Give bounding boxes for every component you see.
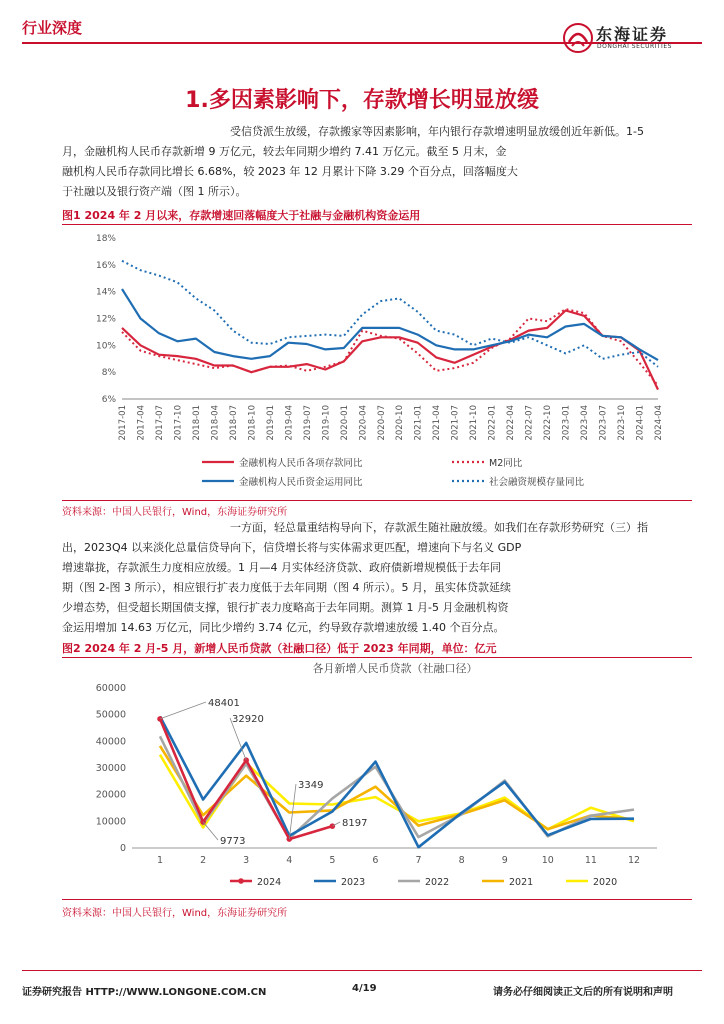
paragraph-line: 金运用增加 14.63 万亿元，同比少增约 3.74 亿元，约导致存款增速放缓 1.40 个百分点。 xyxy=(62,621,505,634)
x-tick-label: 2018-01 xyxy=(191,405,202,441)
figure-1-bottom-rule xyxy=(62,500,692,501)
x-tick-label: 2018-04 xyxy=(210,405,221,441)
x-tick-label: 2020-10 xyxy=(395,405,406,441)
x-tick-label: 2019-07 xyxy=(302,405,313,441)
data-label: 3349 xyxy=(298,780,324,791)
legend-label: 2021 xyxy=(509,877,534,888)
data-label: 8197 xyxy=(342,818,368,829)
y-tick-label: 12% xyxy=(95,314,116,325)
legend-label: 2023 xyxy=(341,877,366,888)
x-tick-label: 2019-01 xyxy=(265,405,276,441)
x-tick-label: 2022-01 xyxy=(487,405,498,441)
x-tick-label: 2024-01 xyxy=(635,405,646,441)
figure-2-title: 图2 2024 年 2 月-5 月，新增人民币贷款（社融口径）低于 2023 年同期，单位：亿元 xyxy=(62,642,497,655)
donghai-logo-icon xyxy=(560,20,596,56)
x-tick-label: 2019-10 xyxy=(321,405,332,441)
x-tick-label: 6 xyxy=(372,855,379,866)
x-tick-label: 2022-07 xyxy=(524,405,535,441)
legend-label: 2022 xyxy=(425,877,450,888)
legend-marker xyxy=(238,878,244,884)
y-tick-label: 8% xyxy=(101,368,116,379)
paragraph-2 xyxy=(62,518,692,638)
legend-label: 金融机构人民币资金运用同比 xyxy=(239,477,363,488)
x-tick-label: 1 xyxy=(156,855,164,866)
figure-1-source: 资料来源：中国人民银行，Wind，东海证券研究所 xyxy=(62,507,288,518)
series-line xyxy=(122,311,658,390)
series-line xyxy=(122,289,658,360)
x-tick-label: 2023-07 xyxy=(598,405,609,441)
x-tick-label: 2020-07 xyxy=(376,405,387,441)
logo-chinese-name: 东海证券 xyxy=(596,25,669,44)
x-tick-label: 2018-10 xyxy=(247,405,258,441)
figure-1-line-chart xyxy=(62,226,692,498)
logo-english-name: DONGHAI SECURITIES xyxy=(597,43,672,50)
x-tick-label: 2022-10 xyxy=(543,405,554,441)
y-tick-label: 50000 xyxy=(95,709,126,721)
legend-label: 金融机构人民币各项存款同比 xyxy=(239,458,363,469)
x-tick-label: 2020-04 xyxy=(358,405,369,441)
paragraph-line: 少增态势，但受超长期国债支撑，银行扩表力度略高于去年同期。测算 1 月-5 月金融机构资 xyxy=(62,601,509,614)
chart-title: 各月新增人民币贷款（社融口径） xyxy=(312,662,478,675)
x-tick-label: 2020-01 xyxy=(339,405,350,441)
footer-disclaimer: 请务必仔细阅读正文后的所有说明和声明 xyxy=(493,987,673,998)
paragraph-line: 增速靠拢，存款派生力度相应放缓。1 月—4 月实体经济贷款、政府债新增规模低于去年同 xyxy=(62,561,501,574)
x-tick-label: 2 xyxy=(200,855,207,866)
x-tick-label: 11 xyxy=(584,855,597,866)
paragraph-line: 月，金融机构人民币存款新增 9 万亿元，较去年同期少增约 7.41 万亿元。截至 5 月末，金 xyxy=(62,145,507,158)
y-tick-label: 18% xyxy=(95,234,116,244)
x-tick-label: 2023-10 xyxy=(617,405,628,441)
page-number: 4/19 xyxy=(352,983,377,994)
legend-label: 2024 xyxy=(257,877,282,888)
figure-1-title: 图1 2024 年 2 月以来，存款增速回落幅度大于社融与金融机构资金运用 xyxy=(62,209,421,222)
paragraph-line: 于社融以及银行资产端（图 1 所示）。 xyxy=(62,185,247,198)
y-tick-label: 14% xyxy=(95,287,116,298)
legend-label: 2020 xyxy=(593,877,618,888)
paragraph-1 xyxy=(62,122,692,202)
report-type-tag: 行业深度 xyxy=(22,19,83,37)
x-tick-label: 10 xyxy=(541,855,554,866)
figure-2-line-chart xyxy=(62,658,692,898)
x-tick-label: 2023-04 xyxy=(580,405,591,441)
x-tick-label: 9 xyxy=(501,855,508,866)
x-tick-label: 2017-04 xyxy=(136,405,147,441)
y-tick-label: 16% xyxy=(95,260,116,271)
x-tick-label: 5 xyxy=(329,855,336,866)
x-tick-label: 2021-04 xyxy=(432,405,443,441)
paragraph-line: 出，2023Q4 以来淡化总量信贷导向下，信贷增长将与实体需求更匹配，增速向下与名义 GDP xyxy=(62,541,522,554)
x-tick-label: 2018-07 xyxy=(228,405,239,441)
x-tick-label: 2023-01 xyxy=(561,404,572,441)
data-label: 48401 xyxy=(208,698,240,709)
x-tick-label: 4 xyxy=(286,855,293,866)
figure-2-bottom-rule xyxy=(62,899,692,900)
x-tick-label: 3 xyxy=(243,855,250,866)
y-tick-label: 10000 xyxy=(95,816,126,828)
annotation-leader xyxy=(160,702,206,719)
figure-2-source: 资料来源：中国人民银行，Wind，东海证券研究所 xyxy=(62,908,288,919)
paragraph-line: 受信贷派生放缓，存款搬家等因素影响，年内银行存款增速明显放缓创近年新低。1-5 xyxy=(230,125,644,138)
paragraph-line: 一方面，轻总量重结构导向下，存款派生随社融放缓。如我们在存款形势研究（三）指 xyxy=(230,521,648,534)
footer-left: 证券研究报告 HTTP://WWW.LONGONE.COM.CN xyxy=(22,987,267,998)
y-tick-label: 60000 xyxy=(95,683,126,694)
data-label: 32920 xyxy=(232,714,264,725)
x-tick-label: 2021-01 xyxy=(413,405,424,441)
x-tick-label: 7 xyxy=(415,855,422,866)
data-point-2024 xyxy=(330,823,336,829)
section-title: 1.多因素影响下，存款增长明显放缓 xyxy=(185,88,539,113)
figure-1-top-rule xyxy=(62,224,692,225)
y-tick-label: 20000 xyxy=(95,789,126,801)
x-tick-label: 2017-01 xyxy=(118,405,128,441)
x-tick-label: 2024-04 xyxy=(654,405,664,441)
y-tick-label: 10% xyxy=(95,341,116,352)
y-tick-label: 30000 xyxy=(95,763,126,774)
y-tick-label: 6% xyxy=(101,395,116,405)
legend-label: 社会融资规模存量同比 xyxy=(489,477,585,488)
footer-divider xyxy=(22,970,702,971)
y-tick-label: 40000 xyxy=(95,736,126,748)
x-tick-label: 8 xyxy=(458,855,465,866)
x-tick-label: 2021-07 xyxy=(450,405,461,441)
x-tick-label: 12 xyxy=(627,855,641,866)
data-label: 9773 xyxy=(220,836,246,847)
paragraph-line: 融机构人民币存款同比增长 6.68%，较 2023 年 12 月累计下降 3.29 个百分点，回落幅度大 xyxy=(62,165,518,178)
paragraph-line: 期（图 2-图 3 所示），相应银行扩表力度低于去年同期（图 4 所示）。5 月，虽实体贷款延续 xyxy=(62,581,511,594)
x-tick-label: 2017-07 xyxy=(154,405,165,441)
series-line xyxy=(160,755,634,830)
legend-label: M2同比 xyxy=(489,458,523,469)
x-tick-label: 2022-04 xyxy=(506,405,517,441)
x-tick-label: 2021-10 xyxy=(469,405,480,441)
x-tick-label: 2017-10 xyxy=(173,405,184,441)
annotation-leader xyxy=(203,822,218,840)
y-tick-label: 0 xyxy=(119,843,126,854)
x-tick-label: 2019-04 xyxy=(284,405,295,441)
